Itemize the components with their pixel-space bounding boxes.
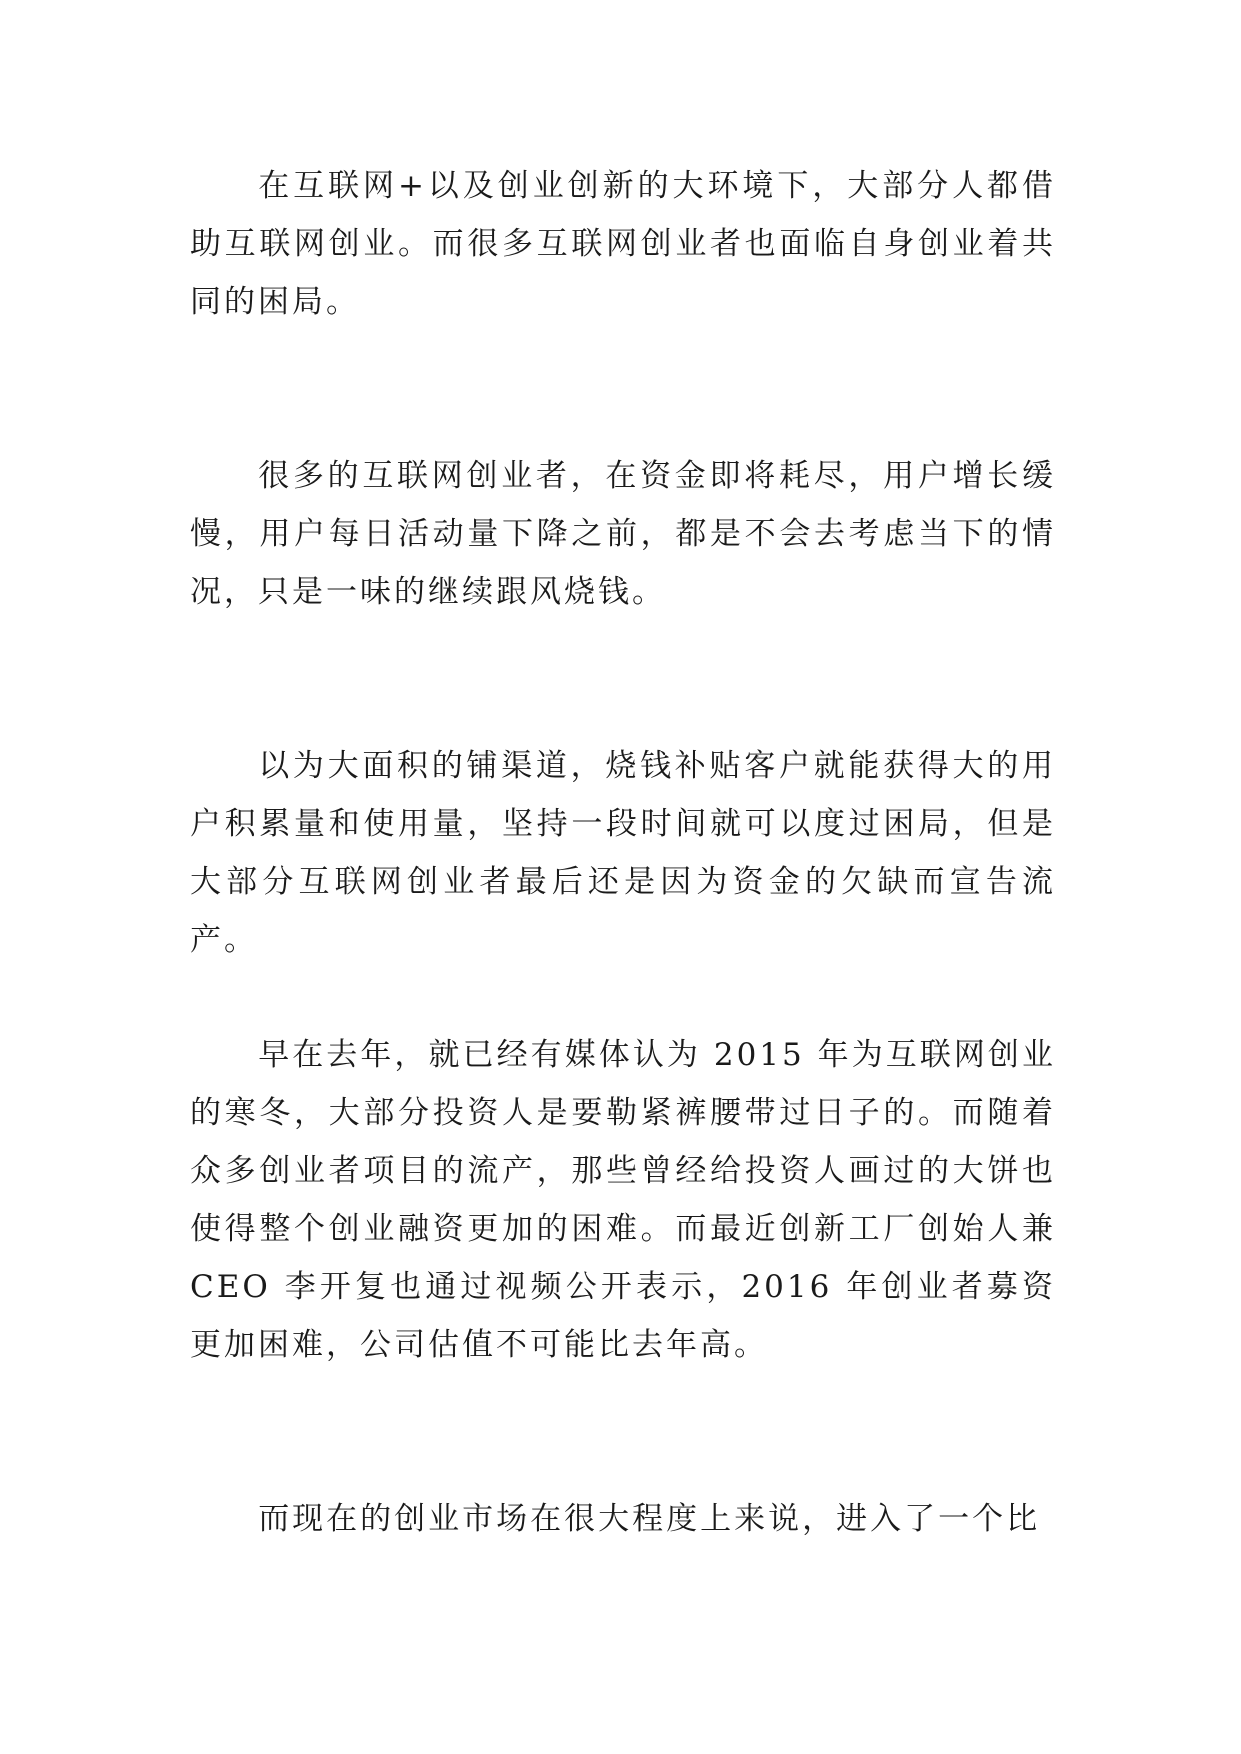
paragraph-4: 早在去年，就已经有媒体认为 2015 年为互联网创业的寒冬，大部分投资人是要勒紧裤腰带过日子的。而随着众多创业者项目的流产，那些曾经给投资人画过的大饼也使得整个创业融资更加的困难。而最近创新工厂创始人兼 CEO 李开复也通过视频公开表示，2016 年创业者募资更加困难，公司估值不可能比去年高。 [190,1037,1056,1363]
paragraph-2: 很多的互联网创业者，在资金即将耗尽，用户增长缓慢，用户每日活动量下降之前，都是不会去考虑当下的情况，只是一味的继续跟风烧钱。 [190,458,1056,610]
paragraph-3: 以为大面积的铺渠道，烧钱补贴客户就能获得大的用户积累量和使用量，坚持一段时间就可以度过困局，但是大部分互联网创业者最后还是因为资金的欠缺而宣告流产。 [190,748,1056,958]
paragraph-1: 在互联网+以及创业创新的大环境下，大部分人都借助互联网创业。而很多互联网创业者也面临自身创业着共同的困局。 [190,168,1056,320]
paragraph-5: 而现在的创业市场在很大程度上来说，进入了一个比 [258,1501,1041,1537]
